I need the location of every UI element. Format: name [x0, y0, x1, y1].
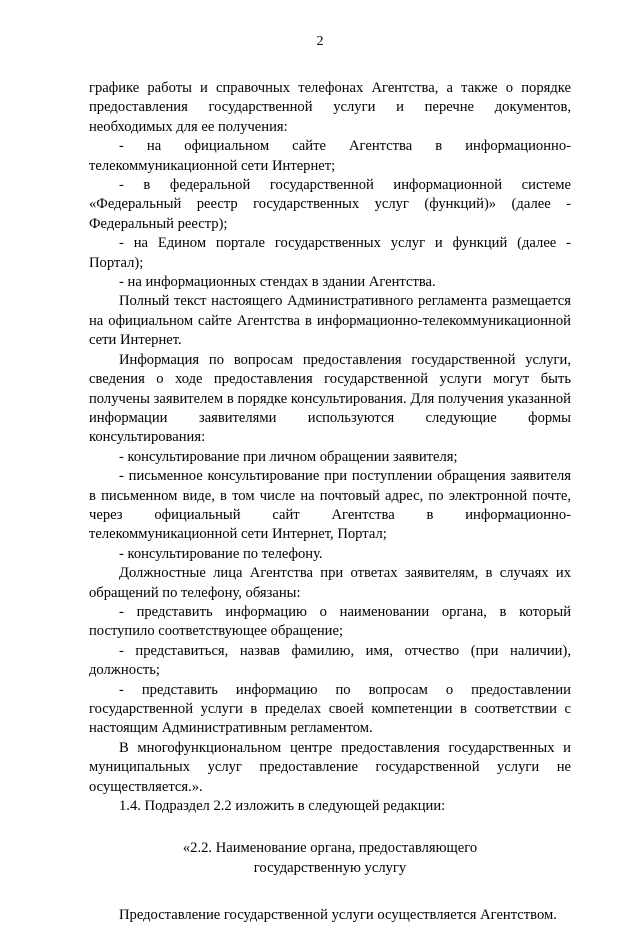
- list-item-introduce: - представиться, назвав фамилию, имя, отчество (при наличии), должность;: [89, 642, 571, 679]
- list-item-organ-info: - представить информацию о наименовании органа, в который поступило соответствующее обращение;: [89, 603, 571, 640]
- section-heading-line-1: «2.2. Наименование органа, предоставляющего: [182, 840, 478, 857]
- paragraph-provision: Предоставление государственной услуги осуществляется Агентством.: [119, 907, 557, 924]
- list-item-stands: - на информационных стендах в здании Агентства.: [119, 274, 436, 291]
- section-heading-line-2: государственную услугу: [253, 859, 407, 876]
- list-item-federal-registry: - в федеральной государственной информационной системе «Федеральный реестр государственных услуг (функций)» (далее - Федеральный реестр);: [89, 177, 571, 232]
- paragraph-mfc: В многофункциональном центре предоставления государственных и муниципальных услуг предоставление государственной услуги не осуществляется.».: [89, 739, 571, 795]
- page-number: 2: [316, 34, 324, 49]
- list-item-written: - письменное консультирование при поступлении обращения заявителя в письменном виде, в том числе на почтовый адрес, по электронной почте, через официальный сайт Агентства в информационно-телекоммуникационной сети Интернет, Портал;: [89, 468, 571, 543]
- paragraph-full-text: Полный текст настоящего Административного регламента размещается на официальном сайте Агентства в информационно-телекоммуникационной сети Интернет.: [89, 293, 571, 349]
- paragraph-officials: Должностные лица Агентства при ответах заявителям, в случаях их обращений по телефону, обязаны:: [89, 565, 571, 601]
- list-item-phone: - консультирование по телефону.: [119, 545, 323, 562]
- paragraph-information: Информация по вопросам предоставления государственной услуги, сведения о ходе предоставления государственной услуги могут быть получены заявителем в порядке консультирования. Для получения указанной информации заявителями используются следующие формы консультирования:: [89, 351, 571, 446]
- list-item-personal: - консультирование при личном обращении заявителя;: [119, 448, 458, 465]
- paragraph-subsection: 1.4. Подраздел 2.2 изложить в следующей редакции:: [119, 798, 446, 815]
- document-body: [89, 79, 571, 926]
- section-heading: [89, 839, 571, 878]
- list-item-website: - на официальном сайте Агентства в информационно-телекоммуникационной сети Интернет;: [89, 138, 571, 174]
- list-item-competence: - представить информацию по вопросам о предоставлении государственной услуги в пределах своей компетенции в соответствии с настоящим Административным регламентом.: [89, 681, 571, 737]
- list-item-portal: - на Едином портале государственных услуг и функций (далее - Портал);: [89, 235, 571, 271]
- paragraph-1: графике работы и справочных телефонах Агентства, а также о порядке предоставления государственной услуги и перечне документов, необходимых для ее получения:: [89, 80, 571, 135]
